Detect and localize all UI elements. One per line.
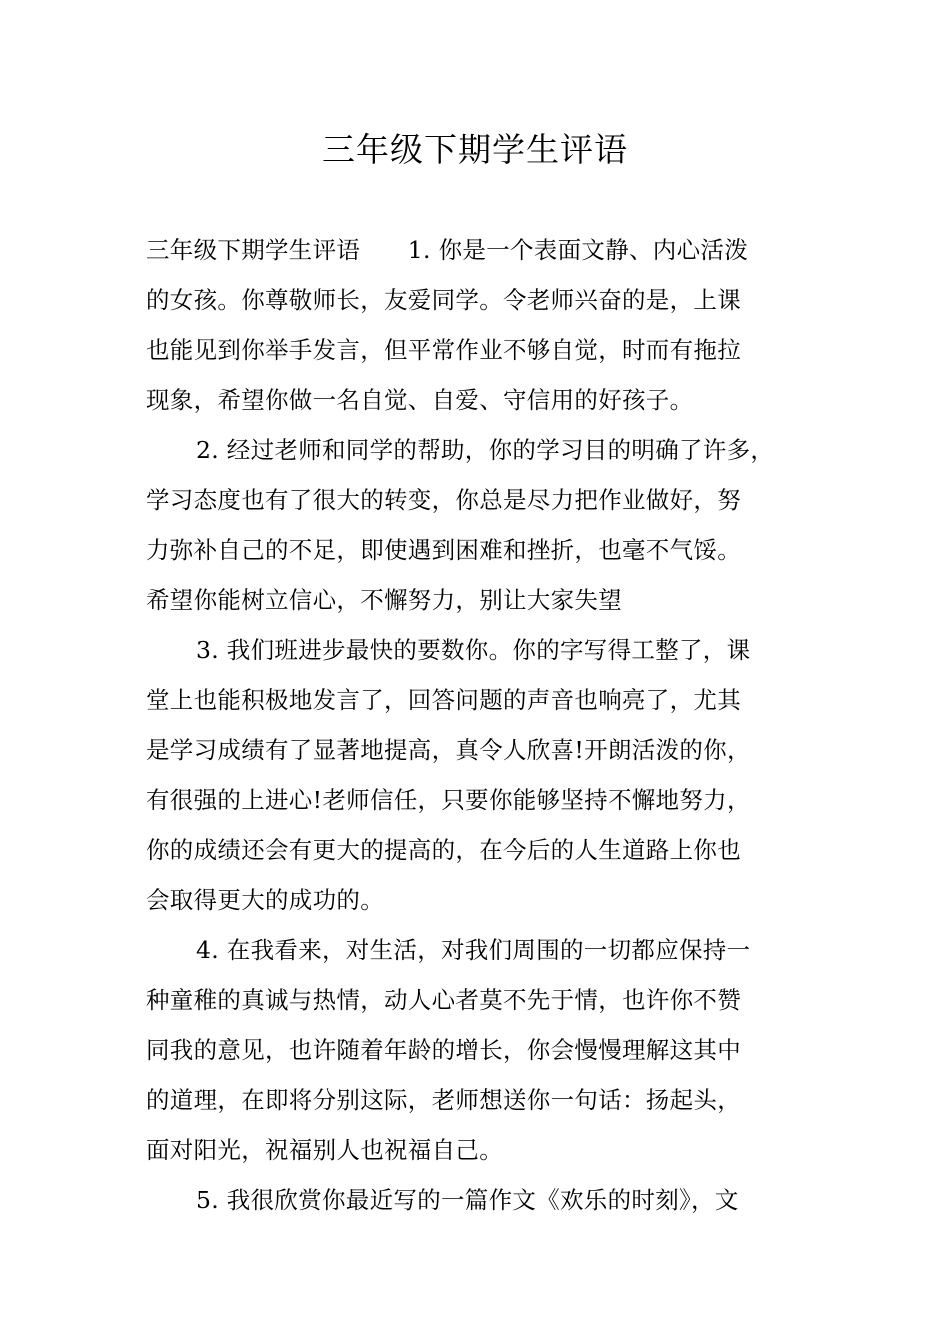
text-line: 面对阳光，祝福别人也祝福自己。: [146, 1136, 503, 1164]
text-line: 希望你能树立信心，不懈努力，别让大家失望: [146, 586, 622, 614]
text-line: 三年级下期学生评语 1. 你是一个表面文静、内心活泼: [146, 236, 748, 264]
document-body: [146, 225, 814, 1225]
text-line: 是学习成绩有了显著地提高，真令人欣喜!开朗活泼的你，: [146, 736, 751, 764]
text-line: 学习态度也有了很大的转变，你总是尽力把作业做好，努: [146, 486, 741, 514]
text-line-paragraph-start: 4. 在我看来，对生活，对我们周围的一切都应保持一: [196, 936, 751, 964]
text-line: 会取得更大的成功的。: [146, 886, 384, 914]
text-line: 的女孩。你尊敬师长，友爱同学。令老师兴奋的是，上课: [146, 286, 741, 314]
text-line-paragraph-start: 3. 我们班进步最快的要数你。你的字写得工整了，课: [196, 636, 751, 664]
text-line-paragraph-start: 5. 我很欣赏你最近写的一篇作文《欢乐的时刻》，文: [196, 1186, 739, 1214]
text-line: 的道理，在即将分别这际，老师想送你一句话：扬起头，: [146, 1086, 741, 1114]
text-line: 力弥补自己的不足，即使遇到困难和挫折，也毫不气馁。: [146, 536, 741, 564]
text-line: 同我的意见，也许随着年龄的增长，你会慢慢理解这其中: [146, 1036, 741, 1064]
text-line-paragraph-start: 2. 经过老师和同学的帮助，你的学习目的明确了许多，: [196, 436, 775, 464]
text-line: 也能见到你举手发言，但平常作业不够自觉，时而有拖拉: [146, 336, 741, 364]
text-line: 堂上也能积极地发言了，回答问题的声音也响亮了，尤其: [146, 686, 741, 714]
text-line: 种童稚的真诚与热情，动人心者莫不先于情，也许你不赞: [146, 986, 741, 1014]
document-title: 三年级下期学生评语: [322, 130, 628, 169]
text-line: 现象，希望你做一名自觉、自爱、守信用的好孩子。: [146, 386, 694, 414]
text-line: 你的成绩还会有更大的提高的，在今后的人生道路上你也: [146, 836, 741, 864]
text-line: 有很强的上进心!老师信任，只要你能够坚持不懈地努力，: [146, 786, 751, 814]
